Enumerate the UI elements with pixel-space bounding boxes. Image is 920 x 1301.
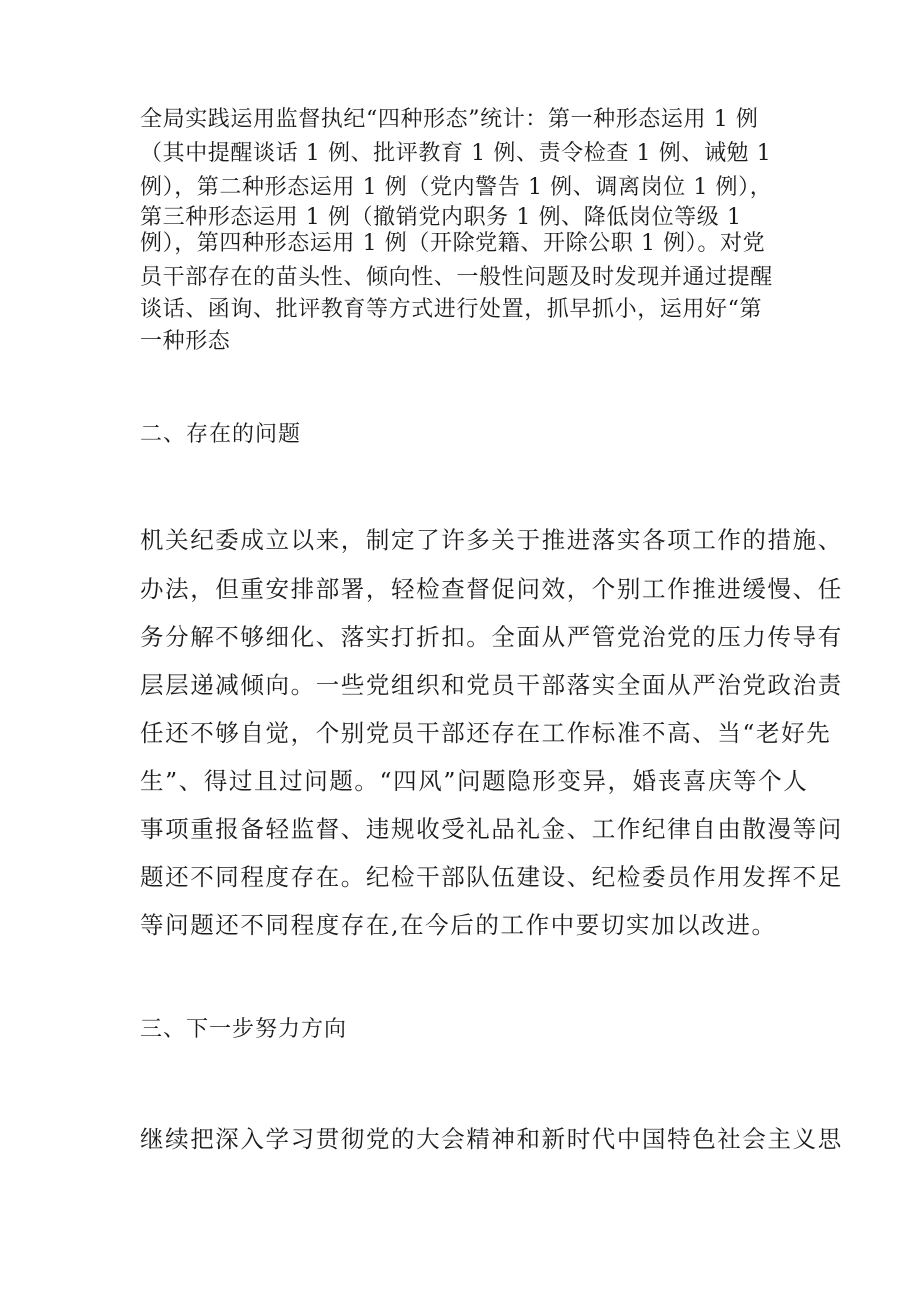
text-line: 生”、得过且过问题。“四风”问题隐形变异，婚丧喜庆等个人 xyxy=(140,767,809,795)
text-line: 机关纪委成立以来，制定了许多关于推进落实各项工作的措施、 xyxy=(140,526,843,554)
text-line: 办法，但重安排部署，轻检查督促问效，个别工作推进缓慢、任 xyxy=(140,575,843,603)
section-heading-problems: 二、存在的问题 xyxy=(140,422,302,447)
text-line: 第三种形态运用 1 例（撤销党内职务 1 例、降低岗位等级 1 xyxy=(140,205,742,230)
text-line: 任还不够自觉，个别党员干部还存在工作标准不高、当“老好先 xyxy=(140,719,832,747)
text-line: 例），第二种形态运用 1 例（党内警告 1 例、调离岗位 1 例）， xyxy=(140,175,773,200)
text-line: 等问题还不同程度存在,在今后的工作中要切实加以改进。 xyxy=(140,911,777,939)
text-line: 谈话、函询、批评教育等方式进行处置，抓早抓小，运用好“第 xyxy=(140,297,763,322)
text-line: 员干部存在的苗头性、倾向性、一般性问题及时发现并通过提醒 xyxy=(140,265,773,290)
text-line: 一种形态 xyxy=(140,329,231,354)
text-line: 层层递减倾向。一些党组织和党员干部落实全面从严治党政治责 xyxy=(140,671,843,699)
text-line: 继续把深入学习贯彻党的大会精神和新时代中国特色社会主义思 xyxy=(140,1125,843,1153)
section-heading-next-steps: 三、下一步努力方向 xyxy=(140,1017,348,1042)
text-line: 全局实践运用监督执纪“四种形态”统计：第一种形态运用 1 例 xyxy=(140,107,759,132)
text-line: 题还不同程度存在。纪检干部队伍建设、纪检委员作用发挥不足 xyxy=(140,863,843,891)
text-line: 务分解不够细化、落实打折扣。全面从严管党治党的压力传导有 xyxy=(140,623,843,651)
text-line: 例），第四种形态运用 1 例（开除党籍、开除公职 1 例）。对党 xyxy=(140,231,766,256)
text-line: 事项重报备轻监督、违规收受礼品礼金、工作纪律自由散漫等问 xyxy=(140,815,843,843)
text-line: （其中提醒谈话 1 例、批评教育 1 例、责令检查 1 例、诫勉 1 xyxy=(140,141,772,166)
